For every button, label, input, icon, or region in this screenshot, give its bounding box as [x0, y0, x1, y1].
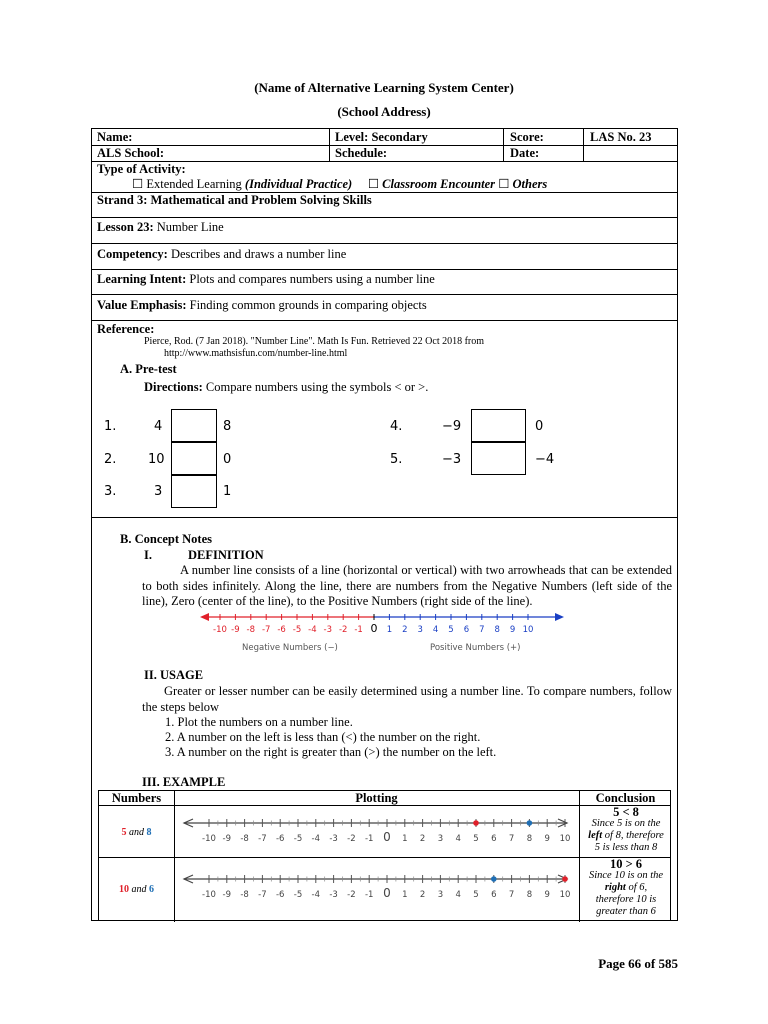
tick-label: 8 [526, 890, 533, 900]
tick-label: 1 [402, 834, 408, 844]
item-right-value: 0 [223, 452, 232, 467]
example-table [98, 790, 671, 921]
page-number: Page 66 of 585 [598, 956, 678, 971]
item-left-value: 10 [148, 452, 165, 467]
checkbox-others[interactable]: ☐ [498, 177, 510, 191]
tick-label: 7 [508, 834, 515, 844]
tick-label: -4 [311, 890, 321, 900]
tick-label: 7 [479, 625, 485, 635]
item-left-value: 3 [154, 484, 163, 499]
tick-label: -9 [222, 890, 232, 900]
tick-label: 5 [448, 625, 454, 635]
center-name: (Name of Alternative Learning System Center) [254, 80, 514, 95]
school-address: (School Address) [337, 104, 431, 119]
learning-intent-text: Plots and compares numbers using a number line [189, 272, 435, 286]
option-others: Others [512, 177, 548, 191]
conclusion-cell: 10 > 6 Since 10 is on the right of 6, therefore 10 is greater than 6 [588, 857, 664, 917]
tick-label: -7 [261, 625, 271, 635]
tick-label: -1 [364, 890, 374, 900]
tick-label: -8 [246, 625, 256, 635]
tick-label: 4 [455, 890, 461, 900]
tick-label: 4 [432, 625, 439, 635]
date-label: Date: [510, 146, 540, 160]
score-label: Score: [510, 130, 544, 144]
item-number: 3. [104, 484, 117, 499]
header-plotting: Plotting [355, 791, 398, 805]
usage-step: 2. A number on the left is less than (<) the number on the right. [165, 730, 481, 744]
tick-label: 10 [559, 890, 571, 900]
tick-label: 0 [383, 886, 391, 900]
tick-label: 6 [463, 625, 470, 635]
usage-paragraph: Greater or lesser number can be easily determined using a number line. To compare numbers, follow the steps below [142, 684, 672, 714]
number-line-diagram [200, 607, 570, 657]
competency-text: Describes and draws a number line [170, 247, 347, 261]
tick-label: -3 [329, 890, 338, 900]
schedule-label: Schedule: [335, 146, 388, 160]
directions-text: Compare numbers using the symbols < or >. [205, 380, 429, 394]
definition-paragraph: A number line consists of a line (horizontal or vertical) with two arrowheads that can be extended to both sides infinitely. Along the line, there are numbers from the Negative Numbers (left side of the line), Zero (center of the line), to the Positive Numbers (right side of the line). [142, 563, 672, 608]
tick-label: -2 [347, 834, 356, 844]
plotting-number-line-1 [181, 809, 573, 855]
tick-label: -2 [338, 625, 348, 635]
reference-label: Reference: [97, 322, 155, 336]
tick-label: -4 [308, 625, 317, 635]
answer-box-5[interactable] [471, 442, 526, 475]
tick-label: 10 [559, 834, 571, 844]
positive-numbers-label: Positive Numbers (+) [430, 643, 521, 653]
item-number: 4. [390, 419, 403, 434]
tick-label: -7 [258, 890, 267, 900]
tick-label: -5 [292, 625, 302, 635]
las-number: LAS No. 23 [590, 130, 652, 144]
usage-title: II. USAGE [144, 668, 204, 682]
item-number: 5. [390, 452, 403, 467]
las-form [91, 128, 678, 921]
definition-title: DEFINITION [188, 548, 264, 562]
option-classroom-encounter: Classroom Encounter [382, 177, 496, 191]
tick-label: 3 [437, 834, 444, 844]
tick-label: -3 [329, 834, 338, 844]
conclusion-cell: 5 < 8 Since 5 is on the left of 8, therefore 5 is less than 8 [588, 805, 664, 853]
header-numbers: Numbers [111, 791, 162, 805]
tick-label: 5 [473, 834, 479, 844]
type-of-activity-label: Type of Activity: [97, 162, 186, 176]
tick-label: 9 [544, 890, 550, 900]
answer-box-2[interactable] [171, 442, 217, 475]
negative-numbers-label: Negative Numbers (−) [242, 643, 338, 653]
name-label: Name: [97, 130, 133, 144]
checkbox-classroom-encounter[interactable]: ☐ [367, 177, 380, 191]
tick-label: 9 [509, 625, 516, 635]
option-extended-learning: Extended Learning [146, 177, 242, 191]
lesson-label: Lesson 23: [97, 220, 154, 234]
item-number: 2. [104, 452, 117, 467]
tick-label: 8 [494, 625, 500, 635]
tick-label: -9 [231, 625, 240, 635]
checkbox-extended-learning[interactable]: ☐ [132, 177, 144, 191]
tick-label: -5 [293, 890, 303, 900]
definition-number: I. [144, 548, 152, 562]
tick-label: 2 [419, 890, 426, 900]
item-left-value: −3 [442, 452, 462, 467]
als-school-label: ALS School: [97, 146, 165, 160]
tick-label: -7 [258, 834, 267, 844]
reference-citation: Pierce, Rod. (7 Jan 2018). "Number Line". Math Is Fun. Retrieved 22 Oct 2018 from [144, 336, 485, 347]
learning-intent-label: Learning Intent: [97, 272, 187, 286]
tick-label: -1 [364, 834, 374, 844]
lesson-text: Number Line [156, 220, 224, 234]
tick-label: -10 [213, 625, 227, 635]
numbers-cell: 10 and 6 [119, 884, 154, 895]
tick-label: 2 [419, 834, 426, 844]
right-arrowhead [555, 613, 564, 621]
tick-label: -9 [222, 834, 232, 844]
plotted-point-red [562, 876, 568, 882]
tick-label: -10 [202, 834, 216, 844]
value-emphasis-label: Value Emphasis: [97, 298, 187, 312]
tick-label: -8 [240, 834, 249, 844]
option-individual-practice: (Individual Practice) [244, 177, 353, 191]
directions-label: Directions: [144, 380, 203, 394]
tick-label: 3 [417, 625, 423, 635]
item-left-value: 4 [154, 419, 163, 434]
tick-label: 5 [473, 890, 479, 900]
competency-label: Competency: [97, 247, 168, 261]
tick-label: -8 [240, 890, 249, 900]
plotted-point-blue [491, 876, 497, 882]
tick-label: -2 [347, 890, 356, 900]
tick-label: 7 [508, 890, 515, 900]
answer-box-1[interactable] [171, 409, 217, 442]
example-title: III. EXAMPLE [142, 775, 226, 789]
plotted-point-blue [527, 820, 533, 826]
reference-url[interactable]: http://www.mathsisfun.com/number-line.html [164, 348, 348, 359]
tick-label: 10 [522, 625, 534, 635]
tick-label: 1 [386, 625, 393, 635]
item-right-value: 1 [223, 484, 232, 499]
plotted-point-red [473, 820, 479, 826]
level-label: Level: Secondary [335, 130, 428, 144]
tick-label: -3 [323, 625, 333, 635]
left-arrowhead [200, 613, 209, 621]
tick-label: 0 [383, 830, 391, 844]
tick-label: -5 [293, 834, 303, 844]
tick-label: -4 [311, 834, 321, 844]
item-number: 1. [104, 419, 117, 434]
tick-label: 8 [526, 834, 533, 844]
answer-box-4[interactable] [471, 409, 526, 442]
answer-box-3[interactable] [171, 475, 217, 508]
usage-step: 3. A number on the right is greater than (>) the number on the left. [165, 745, 497, 759]
tick-label: 0 [370, 622, 378, 635]
strand-title: Strand 3: Mathematical and Problem Solving Skills [97, 193, 372, 207]
item-right-value: 8 [223, 419, 232, 434]
tick-label: 2 [402, 625, 408, 635]
header-conclusion: Conclusion [595, 791, 656, 805]
concept-notes-title: B. Concept Notes [120, 532, 213, 546]
item-right-value: −4 [535, 452, 555, 467]
value-emphasis-text: Finding common grounds in comparing objects [189, 298, 427, 312]
tick-label: -6 [277, 625, 286, 635]
tick-label: 6 [491, 834, 497, 844]
tick-label: -6 [275, 890, 285, 900]
item-right-value: 0 [535, 419, 544, 434]
tick-label: 1 [402, 890, 408, 900]
usage-step: 1. Plot the numbers on a number line. [165, 715, 353, 729]
pretest-title: A. Pre-test [120, 362, 177, 376]
tick-label: -6 [275, 834, 285, 844]
tick-label: -1 [354, 625, 363, 635]
tick-label: -10 [202, 890, 216, 900]
tick-label: 6 [491, 890, 497, 900]
tick-label: 4 [455, 834, 461, 844]
tick-label: 3 [437, 890, 444, 900]
plotting-number-line-2 [181, 865, 573, 911]
tick-label: 9 [544, 834, 550, 844]
numbers-cell: 5 and 8 [121, 827, 152, 838]
item-left-value: −9 [442, 419, 462, 434]
